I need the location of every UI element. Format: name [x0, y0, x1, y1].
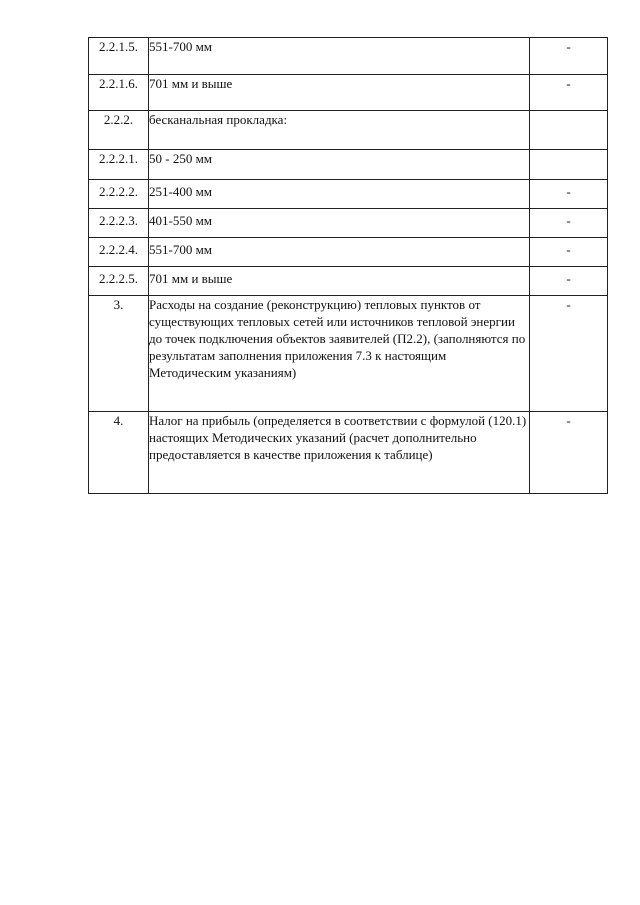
table-row: [89, 296, 608, 412]
table-row: [89, 267, 608, 296]
row-value: -: [530, 209, 608, 238]
row-value: -: [530, 296, 608, 412]
row-description: 551-700 мм: [149, 38, 530, 75]
row-number: 2.2.2.2.: [89, 180, 149, 209]
row-description: 551-700 мм: [149, 238, 530, 267]
row-number: 2.2.2.: [89, 111, 149, 150]
row-value: -: [530, 267, 608, 296]
row-number: 2.2.2.3.: [89, 209, 149, 238]
row-value: -: [530, 412, 608, 494]
row-number: 2.2.1.6.: [89, 75, 149, 111]
table-row: [89, 238, 608, 267]
row-value: -: [530, 238, 608, 267]
table-row: [89, 150, 608, 180]
tariff-table: [88, 37, 608, 494]
row-number: 2.2.2.5.: [89, 267, 149, 296]
row-number: 2.2.2.4.: [89, 238, 149, 267]
row-value: -: [530, 180, 608, 209]
row-description: 701 мм и выше: [149, 267, 530, 296]
row-description: Расходы на создание (реконструкцию) тепловых пунктов от существующих тепловых сетей или источников тепловой энергии до точек подключения объектов заявителей (П2.2), (заполняются по результатам заполнения приложения 7.3 к настоящим Методическим указаниям): [149, 296, 530, 412]
table-row: [89, 412, 608, 494]
row-number: 3.: [89, 296, 149, 412]
row-description: бесканальная прокладка:: [149, 111, 530, 150]
row-number: 4.: [89, 412, 149, 494]
row-value: -: [530, 38, 608, 75]
row-description: 50 - 250 мм: [149, 150, 530, 180]
row-description: 701 мм и выше: [149, 75, 530, 111]
row-number: 2.2.2.1.: [89, 150, 149, 180]
table-row: [89, 111, 608, 150]
row-value: -: [530, 75, 608, 111]
row-value: [530, 111, 608, 150]
table-row: [89, 38, 608, 75]
row-description: 251-400 мм: [149, 180, 530, 209]
table-row: [89, 209, 608, 238]
table-row: [89, 180, 608, 209]
row-description: Налог на прибыль (определяется в соответствии с формулой (120.1) настоящих Методических указаний (расчет дополнительно предоставляется в качестве приложения к таблице): [149, 412, 530, 494]
row-number: 2.2.1.5.: [89, 38, 149, 75]
table-row: [89, 75, 608, 111]
row-description: 401-550 мм: [149, 209, 530, 238]
row-value: [530, 150, 608, 180]
